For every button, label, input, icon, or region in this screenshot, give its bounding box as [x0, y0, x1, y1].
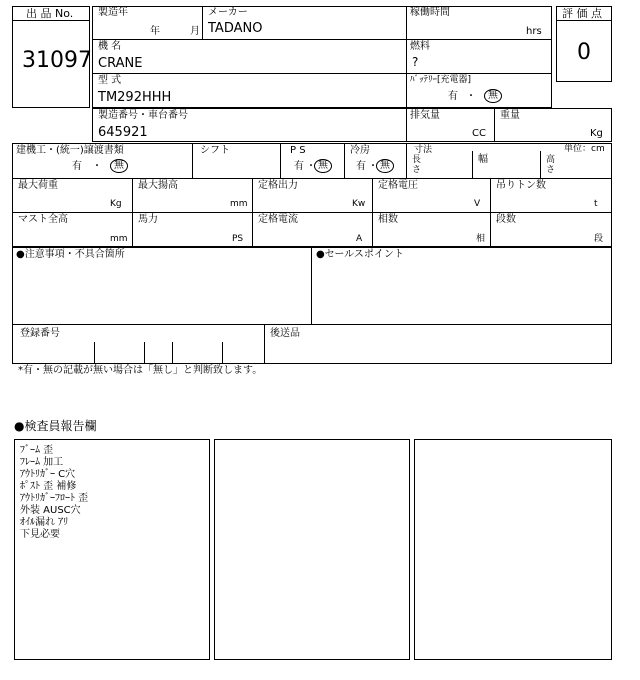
ac-no-circled: 無 [376, 159, 394, 173]
ac-sep: ・ [368, 161, 378, 172]
ac-label: 冷房 [350, 145, 370, 156]
inspector-report-box-3 [414, 439, 612, 660]
stages-unit: 段 [594, 234, 604, 244]
mast-height-label: マスト全高 [18, 214, 68, 225]
max-lift-unit: mm [230, 199, 248, 209]
caution-label: ●注意事項・不具合箇所 [16, 249, 125, 260]
fuel-label: 燃料 [410, 41, 430, 52]
report-line: ﾌﾚｰﾑ 加工 [20, 457, 64, 468]
stages-label: 段数 [496, 214, 516, 225]
battery-label: ﾊﾞｯﾃﾘｰ[充電器] [410, 75, 472, 85]
maker-label: メーカー [208, 7, 248, 18]
month-unit: 月 [190, 26, 200, 37]
hours-label: 稼働時間 [410, 7, 450, 18]
ps-sep: ・ [306, 161, 316, 172]
displacement-label: 排気量 [410, 110, 440, 121]
grade-label: 評 価 点 [562, 7, 602, 20]
dims-label: 寸法 [414, 145, 433, 155]
max-load-unit: Kg [110, 199, 122, 209]
rated-voltage-label: 定格電圧 [378, 180, 418, 191]
spec-grid [12, 143, 612, 247]
rated-voltage-unit: V [474, 199, 481, 209]
model-name-value: CRANE [98, 56, 143, 71]
serial-label: 製造番号・車台番号 [98, 110, 188, 121]
type-label: 型 式 [98, 75, 122, 86]
registration-label: 登録番号 [20, 328, 60, 339]
inspector-report-lines [20, 445, 206, 541]
ps-yes: 有 [294, 161, 304, 172]
battery-yes: 有 [448, 91, 458, 102]
shift-label: シフト [200, 145, 230, 156]
model-name-label: 機 名 [98, 41, 122, 52]
type-value: TM292HHH [98, 90, 172, 105]
max-lift-label: 最大揚高 [138, 180, 178, 191]
transfer-yes: 有 [72, 161, 82, 172]
battery-no-circled: 無 [484, 89, 502, 103]
report-line: ﾌﾞｰﾑ 歪 [20, 445, 54, 456]
ps-label: P S [290, 145, 306, 156]
battery-sep: ・ [466, 91, 476, 102]
width-label: 幅 [478, 154, 488, 165]
height-label: 高 さ [546, 155, 556, 175]
rated-output-unit: Kw [352, 199, 366, 209]
report-line: ｱｳﾄﾘｶﾞｰ C穴 [20, 469, 76, 480]
length-label: 長 さ [412, 155, 422, 175]
phase-label: 相数 [378, 214, 398, 225]
lift-ton-label: 吊りトン数 [496, 180, 546, 191]
ac-yes: 有 [356, 161, 366, 172]
year-label: 製造年 [98, 7, 128, 18]
transfer-sep: ・ [92, 161, 102, 172]
report-line: ｱｳﾄﾘｶﾞｰﾌﾛｰﾄ 歪 [20, 493, 89, 504]
inspector-report-box-2 [214, 439, 410, 660]
serial-value: 645921 [98, 125, 148, 140]
weight-unit: Kg [590, 128, 603, 139]
transfer-no-circled: 無 [110, 159, 128, 173]
transfer-docs-label: 建機工・(統一)譲渡書類 [16, 145, 124, 156]
grade-value: 0 [577, 40, 591, 65]
max-load-label: 最大荷重 [18, 180, 58, 191]
rated-current-label: 定格電流 [258, 214, 298, 225]
year-unit: 年 [150, 26, 160, 37]
shipping-label: 後送品 [270, 328, 300, 339]
report-line: ｵｲﾙ漏れ ｱﾘ [20, 517, 69, 528]
mast-height-unit: mm [110, 234, 128, 244]
lift-ton-unit: t [594, 199, 598, 209]
maker-value: TADANO [208, 21, 263, 36]
sales-point-label: ●セールスポイント [316, 249, 404, 260]
unit-note: 単位：cm [564, 144, 605, 154]
horsepower-unit: PS [232, 234, 244, 244]
horsepower-label: 馬力 [138, 214, 158, 225]
inspector-report-title: ●検査員報告欄 [14, 419, 97, 433]
report-line: 下見必要 [20, 529, 60, 540]
phase-unit: 相 [476, 234, 486, 244]
report-line: 外装 AUSC穴 [20, 505, 81, 516]
displacement-unit: CC [472, 128, 486, 139]
report-line: ﾎﾟｽﾄ 歪 補修 [20, 481, 77, 492]
hours-unit: hrs [526, 26, 542, 37]
lot-number: 31097 [22, 48, 92, 73]
footnote: *有・無の記載が無い場合は「無し」と判断致します。 [18, 365, 263, 376]
weight-label: 重量 [500, 110, 520, 121]
lot-number-label: 出 品 No. [26, 7, 74, 20]
registration-box [12, 324, 612, 364]
fuel-value: ? [412, 55, 419, 69]
rated-current-unit: A [356, 234, 363, 244]
ps-no-circled: 無 [314, 159, 332, 173]
rated-output-label: 定格出力 [258, 180, 298, 191]
